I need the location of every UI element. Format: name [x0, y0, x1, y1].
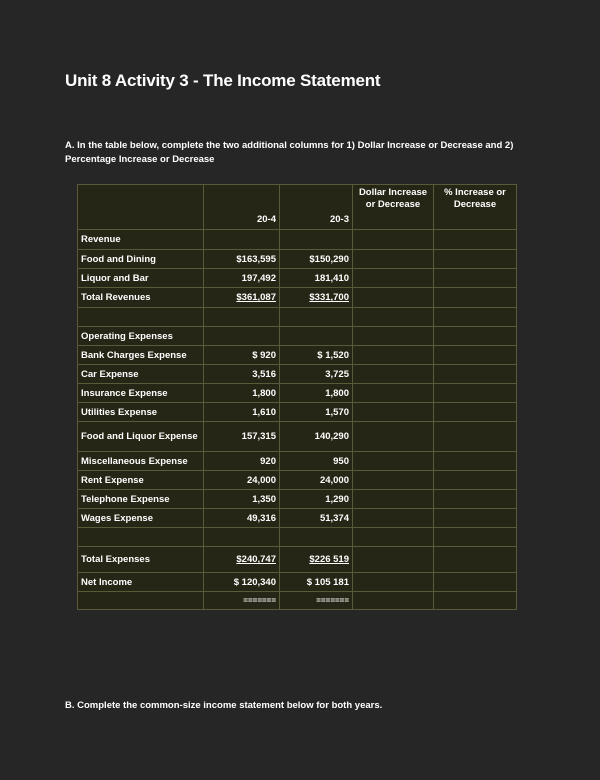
- value-20-3: 1,290: [280, 490, 353, 509]
- table-row: [78, 471, 517, 490]
- answer-cell[interactable]: [434, 250, 517, 269]
- table-row-spacer: [78, 308, 517, 327]
- answer-cell[interactable]: [353, 230, 434, 250]
- answer-cell[interactable]: [353, 452, 434, 471]
- answer-cell[interactable]: [353, 384, 434, 403]
- table-row: [78, 365, 517, 384]
- table-row: [78, 327, 517, 346]
- value-20-3: 1,800: [280, 384, 353, 403]
- answer-cell[interactable]: [434, 327, 517, 346]
- value-20-4: $240,747: [204, 547, 280, 573]
- answer-cell[interactable]: [353, 509, 434, 528]
- value-20-4: $ 120,340: [204, 573, 280, 592]
- cell-empty: [78, 528, 204, 547]
- row-label-car: Car Expense: [78, 365, 204, 384]
- answer-cell[interactable]: [434, 269, 517, 288]
- table-row: [78, 422, 517, 452]
- answer-cell[interactable]: [434, 403, 517, 422]
- row-label-food-liquor: Food and Liquor Expense: [78, 422, 204, 452]
- row-label-misc: Miscellaneous Expense: [78, 452, 204, 471]
- answer-cell[interactable]: [353, 422, 434, 452]
- value-20-3: 3,725: [280, 365, 353, 384]
- row-label-rent: Rent Expense: [78, 471, 204, 490]
- row-label-revenue: Revenue: [78, 230, 204, 250]
- value-20-3: 950: [280, 452, 353, 471]
- row-label-bank-charges: Bank Charges Expense: [78, 346, 204, 365]
- value-20-3: 140,290: [280, 422, 353, 452]
- cell-empty: [280, 528, 353, 547]
- income-statement-table: [77, 184, 517, 610]
- value-20-4: 49,316: [204, 509, 280, 528]
- table-row: [78, 509, 517, 528]
- cell-empty: [280, 327, 353, 346]
- answer-cell[interactable]: [434, 365, 517, 384]
- answer-cell[interactable]: [434, 547, 517, 573]
- answer-cell[interactable]: [353, 288, 434, 308]
- answer-cell[interactable]: [434, 471, 517, 490]
- cell-empty: [204, 528, 280, 547]
- answer-cell[interactable]: [434, 509, 517, 528]
- value-20-3: $226 519: [280, 547, 353, 573]
- value-20-4: $ 920: [204, 346, 280, 365]
- value-20-3: 51,374: [280, 509, 353, 528]
- answer-cell[interactable]: [353, 490, 434, 509]
- value-20-4: 920: [204, 452, 280, 471]
- header-year-20-4: 20-4: [204, 185, 280, 230]
- table-row: [78, 592, 517, 610]
- double-rule-20-3: =======: [280, 592, 353, 610]
- row-label-telephone: Telephone Expense: [78, 490, 204, 509]
- row-label-food-dining: Food and Dining: [78, 250, 204, 269]
- answer-cell[interactable]: [434, 346, 517, 365]
- table-row-spacer: [78, 528, 517, 547]
- row-label-wages: Wages Expense: [78, 509, 204, 528]
- answer-cell[interactable]: [353, 528, 434, 547]
- answer-cell[interactable]: [434, 452, 517, 471]
- answer-cell[interactable]: [434, 422, 517, 452]
- answer-cell[interactable]: [434, 230, 517, 250]
- answer-cell[interactable]: [353, 573, 434, 592]
- answer-cell[interactable]: [353, 403, 434, 422]
- header-percent-change: % Increase or Decrease: [434, 185, 517, 230]
- answer-cell[interactable]: [353, 308, 434, 327]
- page-title: Unit 8 Activity 3 - The Income Statement: [65, 71, 381, 90]
- value-20-3: 24,000: [280, 471, 353, 490]
- cell-empty: [204, 308, 280, 327]
- answer-cell[interactable]: [434, 573, 517, 592]
- cell-empty: [280, 230, 353, 250]
- value-20-4: 3,516: [204, 365, 280, 384]
- answer-cell[interactable]: [353, 471, 434, 490]
- row-label-net-income: Net Income: [78, 573, 204, 592]
- answer-cell[interactable]: [434, 288, 517, 308]
- double-rule-20-4: =======: [204, 592, 280, 610]
- answer-cell[interactable]: [434, 592, 517, 610]
- cell-empty: [78, 308, 204, 327]
- value-20-3: 1,570: [280, 403, 353, 422]
- answer-cell[interactable]: [434, 490, 517, 509]
- table-row: [78, 269, 517, 288]
- answer-cell[interactable]: [353, 250, 434, 269]
- table-row: [78, 573, 517, 592]
- header-year-20-3: 20-3: [280, 185, 353, 230]
- header-row: [78, 185, 517, 230]
- value-20-4: 24,000: [204, 471, 280, 490]
- section-a-instructions: A. In the table below, complete the two additional columns for 1) Dollar Increase or Decrease and 2) Percentage Increase or Decrease: [65, 140, 514, 165]
- value-20-4: 1,610: [204, 403, 280, 422]
- value-20-3: $331,700: [280, 288, 353, 308]
- row-label-operating-expenses: Operating Expenses: [78, 327, 204, 346]
- answer-cell[interactable]: [434, 384, 517, 403]
- value-20-4: 1,800: [204, 384, 280, 403]
- table-row: [78, 452, 517, 471]
- answer-cell[interactable]: [353, 592, 434, 610]
- answer-cell[interactable]: [353, 327, 434, 346]
- cell-empty: [204, 230, 280, 250]
- value-20-3: 181,410: [280, 269, 353, 288]
- header-blank: [78, 185, 204, 230]
- table-row: [78, 250, 517, 269]
- value-20-4: 197,492: [204, 269, 280, 288]
- answer-cell[interactable]: [434, 308, 517, 327]
- row-label-total-revenues: Total Revenues: [78, 288, 204, 308]
- value-20-3: $ 1,520: [280, 346, 353, 365]
- cell-empty: [280, 308, 353, 327]
- table-row: [78, 403, 517, 422]
- header-dollar-change: Dollar Increase or Decrease: [353, 185, 434, 230]
- answer-cell[interactable]: [353, 346, 434, 365]
- value-20-3: $ 105 181: [280, 573, 353, 592]
- answer-cell[interactable]: [353, 365, 434, 384]
- cell-empty: [204, 327, 280, 346]
- table-row: [78, 384, 517, 403]
- table-row: [78, 547, 517, 573]
- section-b-instructions: B. Complete the common-size income statement below for both years.: [65, 700, 383, 711]
- value-20-3: $150,290: [280, 250, 353, 269]
- value-20-4: 157,315: [204, 422, 280, 452]
- table-row: [78, 230, 517, 250]
- answer-cell[interactable]: [353, 269, 434, 288]
- table-row: [78, 490, 517, 509]
- value-20-4: $163,595: [204, 250, 280, 269]
- cell-empty: [78, 592, 204, 610]
- row-label-utilities: Utilities Expense: [78, 403, 204, 422]
- row-label-liquor-bar: Liquor and Bar: [78, 269, 204, 288]
- answer-cell[interactable]: [353, 547, 434, 573]
- table-row: [78, 288, 517, 308]
- value-20-4: 1,350: [204, 490, 280, 509]
- value-20-4: $361,087: [204, 288, 280, 308]
- row-label-insurance: Insurance Expense: [78, 384, 204, 403]
- row-label-total-expenses: Total Expenses: [78, 547, 204, 573]
- answer-cell[interactable]: [434, 528, 517, 547]
- table-row: [78, 346, 517, 365]
